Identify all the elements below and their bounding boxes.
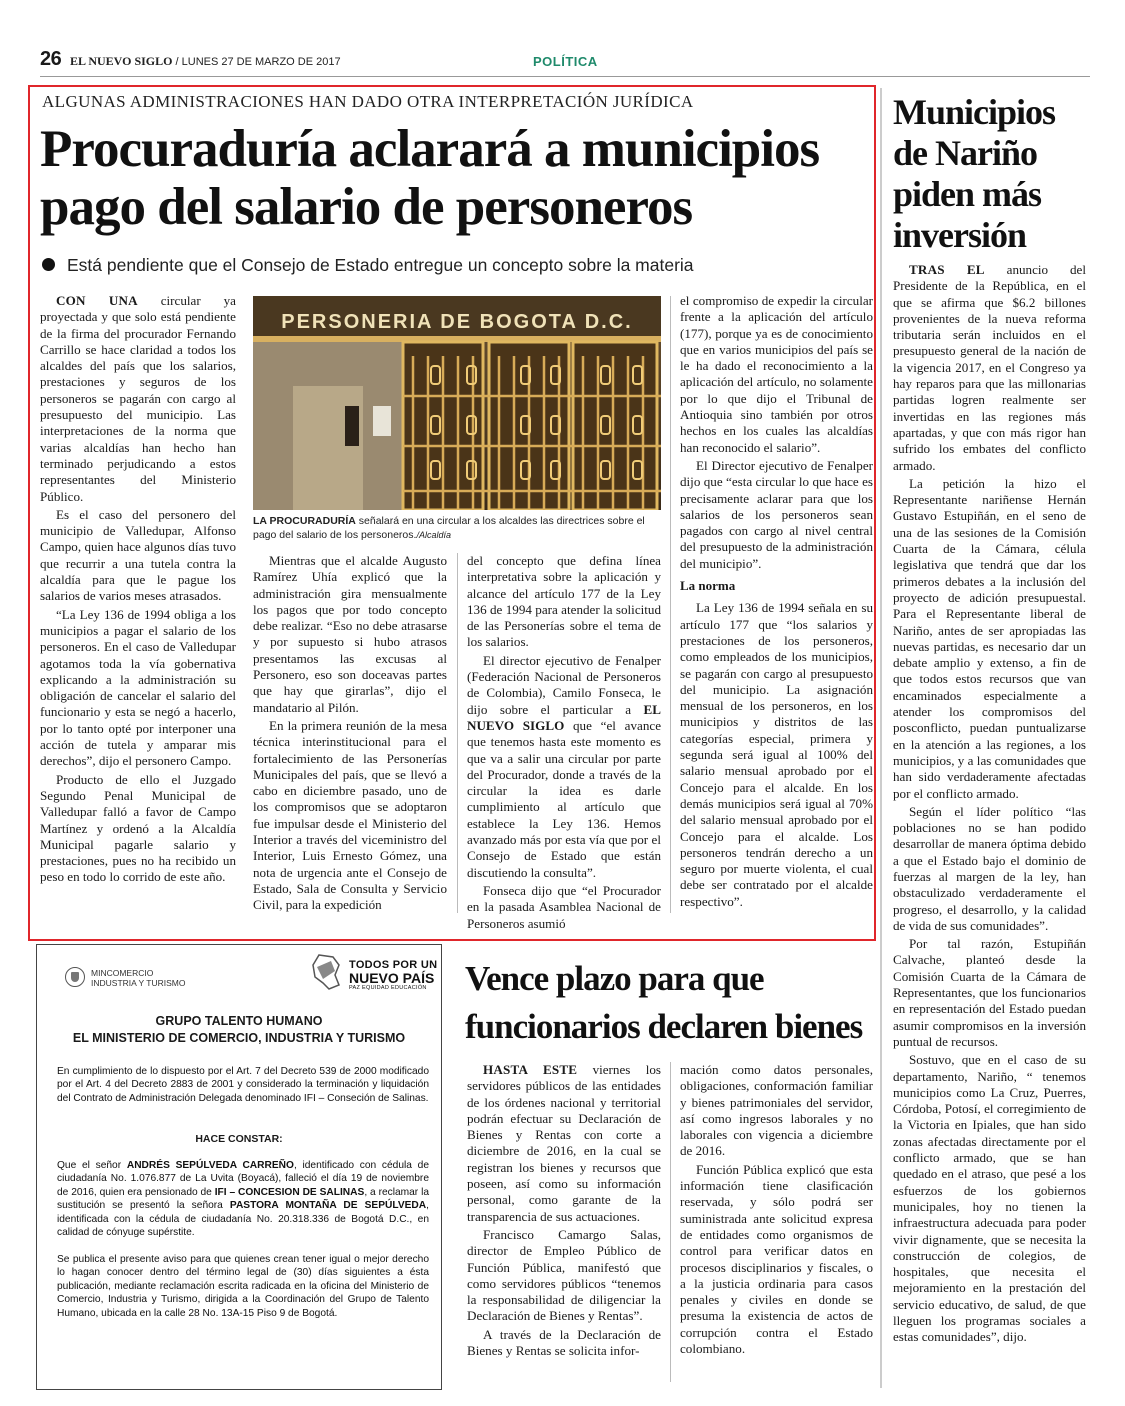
column-rule — [670, 1062, 671, 1382]
paragraph: del concepto que defina línea interpretativa sobre la aplicación y alcance del artículo 177 de la Ley 136 de 1994 para atender la solicitud de las Personerías sobre el tema de los salarios. — [467, 553, 661, 650]
headline-line: inversión — [893, 215, 1027, 255]
headline-line: Vence plazo para que — [465, 959, 764, 998]
paragraph: mación como datos personales, obligaciones, conformación familiar y bienes patrimoniales del servidor, así como ingresos laborales y no laborales con vigencia a diciembre de 2016. — [680, 1062, 873, 1159]
sidebar-headline — [893, 92, 1093, 256]
ad-title-line: EL MINISTERIO DE COMERCIO, INDUSTRIA Y TURISMO — [72, 1031, 406, 1045]
government-logo-text — [349, 959, 437, 991]
article-kicker: ALGUNAS ADMINISTRACIONES HAN DADO OTRA INTERPRETACIÓN JURÍDICA — [42, 92, 694, 111]
article-photo — [253, 296, 661, 510]
article-summary — [42, 255, 862, 276]
photo-illustration — [253, 296, 661, 510]
second-article-column-2 — [680, 1062, 873, 1359]
paragraph: Sostuvo, que en el caso de su departamento, Nariño, “ tenemos municipios como La Cruz, Puerres, Córdoba, Potosí, el corregimiento de la Victoria en Ipiales, que han sido zonas afectadas directamente por el conflicto armado, que se han quedado en el atraso, que pesé a los esfuerzos de los gobiernos municipales, hoy no tienen la infraestructura adecuada para poder vivir dignamente, que se necesita la construcción de colegios, de hospitales, que necesita el mejoramiento en la prestación del servicio educativo, de salud, de que lleguen los programas sociales a estas comunidades”, dijo. — [893, 1052, 1086, 1345]
sidebar-divider — [880, 88, 882, 1388]
photo-caption — [253, 514, 661, 542]
summary-text: Está pendiente que el Consejo de Estado entregue un concepto sobre la materia — [67, 255, 694, 275]
headline-line: Procuraduría aclarará a municipios — [40, 120, 820, 178]
subheading: La norma — [680, 578, 736, 594]
ad-title-line: GRUPO TALENTO HUMANO — [155, 1014, 323, 1028]
legal-notice-ad — [36, 944, 442, 1390]
sidebar-body — [893, 262, 1086, 1348]
logo-line: NUEVO PAÍS — [349, 970, 435, 986]
paragraph: el compromiso de expedir la circular frente a la aplicación del artículo (177), porque ya es de conocimiento que en varios municipios del país se le ha dado el reconocimiento a la aplicación del artículo, no solamente por lo que dijo el Tribunal de Antioquia sino también por otros hechos en los cuales las alcaldías han reconocido el salario”. — [680, 293, 873, 455]
ad-paragraph: Se publica el presente aviso para que quienes crean tener igual o mejor derecho lo hagan conocer dentro del término legal de (30) días siguientes a ésta publicación, mediante reclamación escrita radicada en la oficina del Ministerio de Comercio, Industria y Turismo, dirigida a la Coordinación del Grupo de Talento Humano, ubicada en la calle 28 No. 13A-15 Piso 9 de Bogotá. — [57, 1254, 429, 1319]
ad-subtitle: HACE CONSTAR: — [195, 1133, 283, 1145]
second-article-column-1 — [467, 1062, 661, 1361]
paragraph: En la primera reunión de la mesa técnica interinstitucional para el fortalecimiento de las Personerías Municipales del país, que se llevó a cabo en diciembre pasado, uno de los compromisos que se adoptaron fue impulsar desde el Ministerio del Interior a través del viceministro del Interior, Luis Ernesto Gómez, una nota de urgencia ante el Consejo de Estado, Sala de Consulta y Servicio Civil, para la expedición — [253, 717, 447, 913]
ad-title — [37, 1013, 441, 1047]
paragraph: Mientras que el alcalde Augusto Ramírez Uhía explicó que la administración gira mensualmente los pagos que por todo concepto debe realizar. “Eso no debe atrasarse y por supuesto si hubo atrasos presentamos las excusas al Personero, eso son doceavas partes que hay que girarlas”, dijo el mandatario al Pilón. — [253, 553, 447, 715]
ad-name: IFI – CONCESION DE SALINAS — [214, 1186, 365, 1198]
paragraph-text: anuncio del Presidente de la República, en el que se afirma que $6.2 billones provenientes de la nueva reforma tributaria serán incluidos en el presupuesto general de la nación de la vigencia 2017, en el Congreso ya hay reparos para que las millonarias partidas logren realmente ser invertidas en las regiones más apartadas, y que con más rigor han sufrido los embates del conflicto armado. — [893, 262, 1086, 473]
paragraph: Por tal razón, Estupiñán Calvache, planteó desde la Comisión Cuarta de la Cámara de Representantes, que los funcionarios en representación del Estado puedan asumir compromisos en la inversión puntual de recursos. — [893, 936, 1086, 1049]
headline-line: pago del salario de personeros — [40, 178, 693, 236]
ad-paragraph: En cumplimiento de lo dispuesto por el Art. 7 del Decreto 539 de 2000 modificado por el Art. 4 del Decreto 2883 de 2001 y considerado la terminación y liquidación del Contrato de Administración Delegada denominado IFI – Conseción de Salinas. — [57, 1066, 429, 1104]
paragraph: La Ley 136 de 1994 señala en su artículo 177 que “los salarios y prestaciones de los personeros, como empleados de los municipios, se pagarán con cargo al presupuesto del municipio. La asignación mensual de los personeros, en los municipios y distritos de las categorías especial, primera y segunda será igual al 100% del salario mensual aprobado por el Concejo para el alcalde. En los demás municipios será igual al 70% del salario mensual aprobado por el Concejo para el alcalde. Los personeros tendrán derecho a un seguro por muerte violenta, el cual debe ser contratado por el alcalde respectivo”. — [680, 600, 873, 909]
logo-line: INDUSTRIA Y TURISMO — [91, 977, 186, 988]
paragraph: Función Pública explicó que esta información tiene clasificación reservada, y sólo podrá ser suministrada ante solicitud expresa de entidades como organismos de control para verificar datos en procesos disciplinarios y fiscales, o a la justicia ordinaria para casos penales y civiles en donde se presuma la existencia de actos de corrupción contra el Estado colombiano. — [680, 1161, 873, 1357]
headline-line: de Nariño — [893, 133, 1037, 173]
article-column-2 — [253, 553, 447, 916]
main-headline — [40, 120, 880, 236]
paragraph — [893, 262, 1086, 474]
page-header — [40, 48, 1090, 76]
paragraph-text: viernes los servidores públicos de las entidades de los órdenes nacional y territorial podrán efectuar su Declaración de Bienes y Rentas con corte a diciembre de 2016, en la cual se registran los bienes y recursos que poseen, así como su información personal, como garante de la transparencia de sus actuaciones. — [467, 1062, 661, 1224]
column-rule — [670, 296, 671, 913]
paragraph-text: que “el avance que tenemos hasta este momento es que va a salir una circular por parte del Procurador, donde a través de la circular la idea es darle cumplimiento al artículo que establece la Ley 136. Hemos avanzado más por esta vía que por el Consejo de Estado que están discutiendo la consulta”. — [467, 717, 662, 880]
paragraph: Es el caso del personero del municipio de Valledupar, Alfonso Campo, quien hace algunos días tuvo que recurrir a una tutela contra la alcaldía para que le pague los salarios de varios meses atrasados. — [40, 506, 236, 604]
caption-credit: /Alcaldía — [416, 530, 451, 540]
logo-line: TODOS POR UN — [349, 959, 438, 971]
paragraph: El Director ejecutivo de Fenalper dijo que “esta circular lo que hace es precisamente aclarar para que los salarios de los personeros sean pagados con cargo al nivel central del presupuesto de la administración del municipio”. — [680, 457, 873, 571]
article-column-1 — [40, 293, 236, 888]
paragraph: La petición la hizo el Representante nariñense Hernán Gustavo Estupiñán, en el seno de una de las sesiones de la Comisión Cuarta de la Cámara, célula legislativa que tendrá que dar los primeros debates a la inclusión del proyecto de adición presupuestal. Para el Representante liberal de Nariño, antes de ser apropiadas las nuevas partidas, es necesario dar un debate amplio y extenso, a fin de que todos estos recursos que van encaminados especialmente a atender los compromisos del posconflicto, puedan puntualizarse en la atención a las regiones, a los municipios, y a las comunidades que han sido verdaderamente afectadas por el conflicto armado. — [893, 475, 1086, 801]
page-number: 26 — [40, 48, 62, 70]
paragraph — [467, 1062, 661, 1225]
colombia-map-icon — [309, 953, 345, 991]
paragraph: Francisco Camargo Salas, director de Empleo Público de Función Pública, manifestó que como servidores públicos “tenemos la responsabilidad de diligenciar la Declaración de Bienes y Rentas”. — [467, 1226, 661, 1324]
logo-line: MINCOMERCIO — [91, 968, 154, 978]
paragraph: Fonseca dijo que “el Procurador en la pasada Asamblea Nacional de Personeros asumió — [467, 882, 661, 931]
bullet-icon — [42, 258, 55, 271]
lead-in: TRAS EL — [909, 262, 985, 277]
caption-text: señalará en una circular a los alcaldes las directrices sobre el pago del salario de los personeros. — [253, 515, 645, 541]
ad-text: , a reclamar la sustitución se presentó la señora — [57, 1186, 429, 1212]
paragraph — [40, 293, 236, 505]
paragraph: Según el líder político “las poblaciones no se han podido desarrollar de manera óptima debido a que el Estado bajo el dominio de fuerzas al margen de la ley, han obstaculizado verdaderamente el progreso, el desarrollo, y la calidad de vida de sus comunidades”. — [893, 803, 1086, 933]
ad-name: ANDRÉS SEPÚLVEDA CARREÑO — [126, 1160, 294, 1171]
coat-of-arms-icon — [65, 967, 85, 987]
paragraph-text: El director ejecutivo de Fenalper (Federación Nacional de Personeros de Colombia), Camilo Fonseca, le dijo sobre el particular a — [467, 652, 661, 717]
paragraph: “La Ley 136 de 1994 obliga a los municipios a pagar el salario de los personeros. En el caso de Valledupar agotamos toda la vía gobernativa explicando a la administración su obligación de cancelar el salario del funcionario y esta se negó a hacerlo, por lo tanto opté por interponer una acción de tutela y amparar mis derechos”, dijo el personero Campo. — [40, 606, 236, 769]
ad-text: Que el señor — [57, 1160, 127, 1171]
section-label: POLÍTICA — [533, 54, 598, 69]
ad-text: , identificado con cédula de ciudadanía No. 1.076.877 de La Uvita (Boyacá), falleció el día 19 de noviembre de 2016, quien era pensionado de — [57, 1160, 429, 1198]
paragraph: Producto de ello el Juzgado Segundo Penal Municipal de Valledupar falló a favor de Campo Martínez y ordenó a la Alcaldía Municipal pagarle salario y prestaciones, pues no ha recibido un peso en todo lo corrido de este año. — [40, 771, 236, 885]
lead-in: CON UNA — [56, 293, 138, 308]
caption-lead: LA PROCURADURÍA — [253, 515, 356, 527]
second-headline — [465, 955, 875, 1051]
dateline — [70, 54, 341, 69]
headline-line: funcionarios declaren bienes — [465, 1007, 863, 1046]
newspaper-name: EL NUEVO SIGLO — [467, 701, 661, 733]
headline-line: Municipios — [893, 92, 1056, 132]
ad-name: PASTORA MONTAÑA DE SEPÚLVEDA — [229, 1200, 427, 1212]
column-rule — [457, 553, 458, 913]
ad-text: , identificada con la cédula de ciudadanía No. 20.318.336 de Bogotá D.C., en calidad de cónyuge supérstite. — [57, 1200, 429, 1239]
publication-name: EL NUEVO SIGLO — [70, 54, 173, 68]
photo-sign-text: PERSONERIA DE BOGOTA D.C. — [281, 311, 633, 333]
headline-line: piden más — [893, 174, 1042, 214]
article-column-4 — [680, 293, 873, 912]
article-column-3 — [467, 553, 661, 934]
paragraph — [467, 653, 661, 881]
paragraph-text: circular ya proyectada y que solo está pendiente de la firma del procurador Fernando Carrillo se hace claridad a todos los alcaldes del país que los salarios, prestaciones y seguros de los personeros se pagarán con cargo al presupuesto del municipio. Las interpretaciones de la norma que varias alcaldías han hecho han terminado perjudicando a estos representantes del Ministerio Público. — [40, 293, 236, 504]
date-text: / LUNES 27 DE MARZO DE 2017 — [175, 56, 341, 68]
ministry-logo-text — [91, 969, 185, 988]
header-divider — [40, 76, 1090, 77]
ad-paragraph — [57, 1159, 429, 1239]
lead-in: HASTA ESTE — [483, 1062, 578, 1077]
logo-line: PAZ EQUIDAD EDUCACIÓN — [349, 985, 427, 991]
paragraph: A través de la Declaración de Bienes y Rentas se solicita infor- — [467, 1326, 661, 1359]
